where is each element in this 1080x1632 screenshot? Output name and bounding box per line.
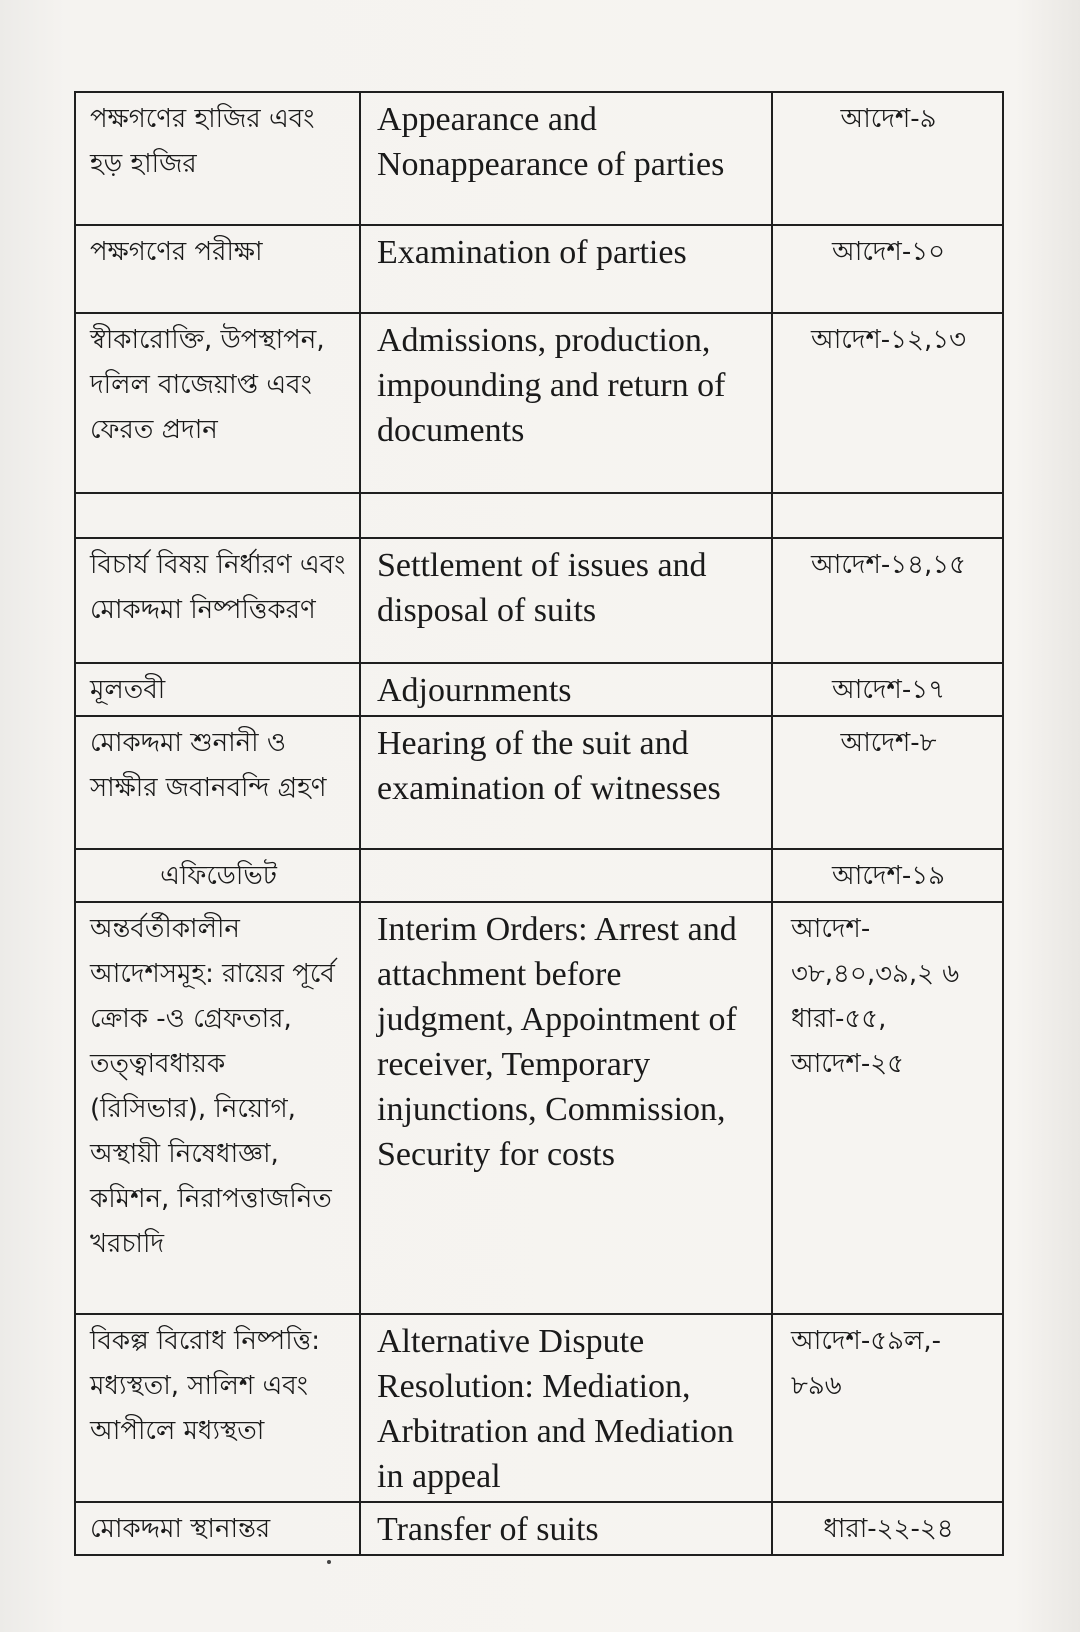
english-subject-cell: Settlement of issues and disposal of suits xyxy=(360,538,772,663)
bengali-subject-cell: মোকদ্দমা স্থানান্তর xyxy=(75,1502,360,1555)
table-row xyxy=(75,92,1003,225)
table-row xyxy=(75,663,1003,716)
empty-cell xyxy=(360,493,772,538)
table-row xyxy=(75,1314,1003,1502)
english-subject-cell: Hearing of the suit and examination of witnesses xyxy=(360,716,772,849)
table-row xyxy=(75,849,1003,902)
table-row xyxy=(75,1502,1003,1555)
bengali-subject-cell: বিকল্প বিরোধ নিষ্পত্তি: মধ্যস্থতা, সালিশ এবং আপীলে মধ্যস্থতা xyxy=(75,1314,360,1502)
civil-procedure-table xyxy=(74,91,1004,1556)
bengali-subject-cell: মূলতবী xyxy=(75,663,360,716)
bengali-subject-cell: পক্ষগণের হাজির এবং হড় হাজির xyxy=(75,92,360,225)
reference-cell: আদেশ-১৭ xyxy=(772,663,1003,716)
table-row xyxy=(75,493,1003,538)
empty-cell xyxy=(772,493,1003,538)
bengali-subject-cell: এফিডেভিট xyxy=(75,849,360,902)
bengali-subject-cell: স্বীকারোক্তি, উপস্থাপন, দলিল বাজেয়াপ্ত এবং ফেরত প্রদান xyxy=(75,313,360,493)
english-subject-cell: Admissions, production, impounding and return of documents xyxy=(360,313,772,493)
english-subject-cell: Adjournments xyxy=(360,663,772,716)
bengali-subject-cell: বিচার্য বিষয় নির্ধারণ এবং মোকদ্দমা নিষ্পত্তিকরণ xyxy=(75,538,360,663)
english-subject-cell: Examination of parties xyxy=(360,225,772,313)
bengali-subject-cell: অন্তর্বর্তীকালীন আদেশসমূহ: রায়ের পূর্বে ক্রোক -ও গ্রেফতার, তত্ত্বাবধায়ক (রিসিভার), নিয়োগ, অস্থায়ী নিষেধাজ্ঞা, কমিশন, নিরাপত্তাজনিত খরচাদি xyxy=(75,902,360,1314)
bengali-subject-cell: পক্ষগণের পরীক্ষা xyxy=(75,225,360,313)
table-row xyxy=(75,538,1003,663)
reference-cell: আদেশ-৮ xyxy=(772,716,1003,849)
table-row xyxy=(75,716,1003,849)
table-row xyxy=(75,902,1003,1314)
reference-cell: আদেশ-৫৯ল,- ৮৯৬ xyxy=(772,1314,1003,1502)
reference-cell: আদেশ-১৯ xyxy=(772,849,1003,902)
reference-cell: আদেশ-১০ xyxy=(772,225,1003,313)
empty-cell xyxy=(75,493,360,538)
bengali-subject-cell: মোকদ্দমা শুনানী ও সাক্ষীর জবানবন্দি গ্রহণ xyxy=(75,716,360,849)
reference-cell: আদেশ-৯ xyxy=(772,92,1003,225)
english-subject-cell: Appearance and Nonappearance of parties xyxy=(360,92,772,225)
reference-cell: আদেশ-১৪,১৫ xyxy=(772,538,1003,663)
table-row xyxy=(75,313,1003,493)
english-subject-cell xyxy=(360,849,772,902)
reference-cell: ধারা-২২-২৪ xyxy=(772,1502,1003,1555)
reference-cell: আদেশ-১২,১৩ xyxy=(772,313,1003,493)
english-subject-cell: Interim Orders: Arrest and attachment before judgment, Appointment of receiver, Temporary injunctions, Commission, Security for costs xyxy=(360,902,772,1314)
english-subject-cell: Alternative Dispute Resolution: Mediation, Arbitration and Mediation in appeal xyxy=(360,1314,772,1502)
reference-cell: আদেশ- ৩৮,৪০,৩৯,২ ৬ ধারা-৫৫, আদেশ-২৫ xyxy=(772,902,1003,1314)
table-row xyxy=(75,225,1003,313)
print-speck xyxy=(327,1560,331,1564)
english-subject-cell: Transfer of suits xyxy=(360,1502,772,1555)
